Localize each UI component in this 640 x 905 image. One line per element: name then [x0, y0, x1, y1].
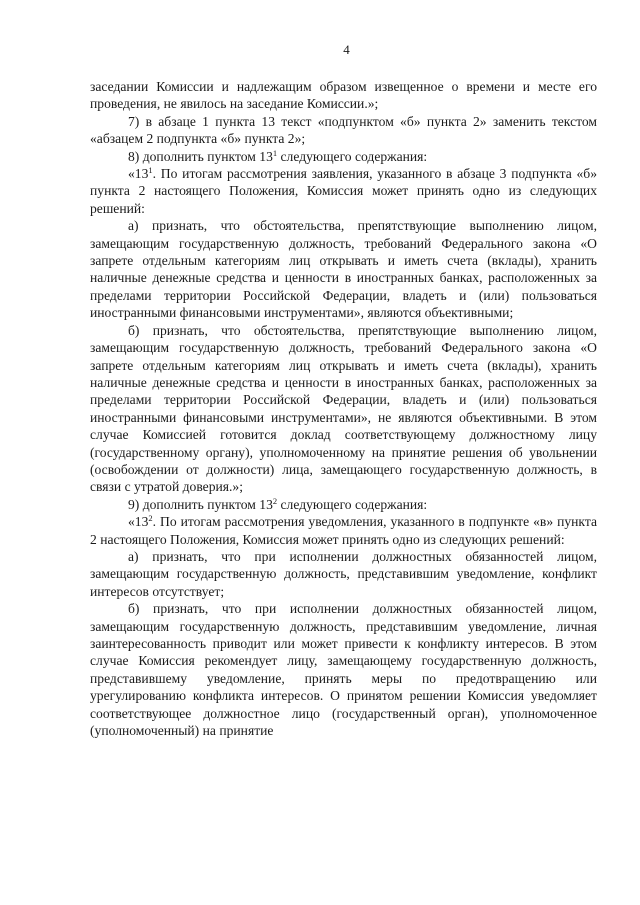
- paragraph-text: заседании Комиссии и надлежащим образом извещенное о времени и месте его проведения, не явилось на заседание Комиссии.»;: [90, 79, 597, 112]
- paragraph-text: 9) дополнить пунктом 13: [128, 496, 273, 512]
- paragraph-text: а) признать, что при исполнении должностных обязанностей лицом, замещающим государственную должность, представившим уведомление, конфликт интересов отсутствует;: [90, 548, 597, 599]
- paragraph: [90, 165, 597, 217]
- paragraph: [90, 322, 597, 496]
- paragraph-text: б) признать, что обстоятельства, препятствующие выполнению лицом, замещающим государственную должность, требований Федерального закона «О запрете отдельным категориям лиц открывать и иметь счета (вклады), хранить наличные денежные средства и ценности в иностранных банках, расположенных за пределами территории Российской Федерации, владеть и (или) пользоваться иностранными финансовыми инструментами», не являются объективными. В этом случае Комиссией готовится доклад соответствующему должностному лицу (государственному органу), уполномоченному на принятие решения об увольнении (освобождении от должности) лица, замещающего государственную должность, в связи с утратой доверия.»;: [90, 322, 597, 495]
- paragraph: [90, 513, 597, 548]
- paragraph: [90, 548, 597, 600]
- paragraph-text: 8) дополнить пунктом 13: [128, 148, 273, 164]
- paragraph-text: . По итогам рассмотрения уведомления, указанного в подпункте «в» пункта 2 настоящего Положения, Комиссия может принять одно из следующих решений:: [90, 514, 597, 547]
- paragraph: [90, 148, 597, 165]
- paragraph-text: «13: [128, 166, 149, 182]
- paragraph: [90, 78, 597, 113]
- superscript: 2: [272, 495, 278, 506]
- paragraph-text: 7) в абзаце 1 пункта 13 текст «подпунктом «б» пункта 2» заменить текстом «абзацем 2 подпункта «б» пункта 2»;: [90, 113, 597, 147]
- paragraph-text: а) признать, что обстоятельства, препятствующие выполнению лицом, замещающим государственную должность, требований Федерального закона «О запрете отдельным категориям лиц открывать и иметь счета (вклады), хранить наличные денежные средства и ценности в иностранных банках, расположенных за пределами территории Российской Федерации, владеть и (или) пользоваться иностранными финансовыми инструментами», являются объективными;: [90, 218, 597, 321]
- superscript: 1: [272, 147, 278, 158]
- paragraph: [90, 496, 597, 513]
- superscript: 1: [148, 165, 153, 176]
- paragraph-text: . По итогам рассмотрения заявления, указанного в абзаце 3 подпункта «б» пункта 2 настоящего Положения, Комиссия может принять одно из следующих решений:: [90, 166, 597, 216]
- paragraph: [90, 217, 597, 321]
- superscript: 2: [148, 513, 153, 524]
- paragraph: [90, 113, 597, 148]
- paragraph: [90, 600, 597, 739]
- paragraph-text: «13: [128, 514, 149, 530]
- paragraph-text: следующего содержания:: [277, 148, 428, 164]
- document-body: [90, 78, 597, 739]
- paragraph-text: б) признать, что при исполнении должностных обязанностей лицом, замещающим государственную должность, представившим уведомление, личная заинтересованность приводит или может привести к конфликту интересов. В этом случае Комиссия рекомендует лицу, замещающему государственную должность, представившему уведомление, принять меры по предотвращению или урегулированию конфликта интересов. О принятом решении Комиссия уведомляет соответствующее должностное лицо (государственный орган), уполномоченное (уполномоченный) на принятие: [90, 601, 597, 739]
- page-number: 4: [343, 42, 350, 57]
- paragraph-text: следующего содержания:: [277, 496, 428, 512]
